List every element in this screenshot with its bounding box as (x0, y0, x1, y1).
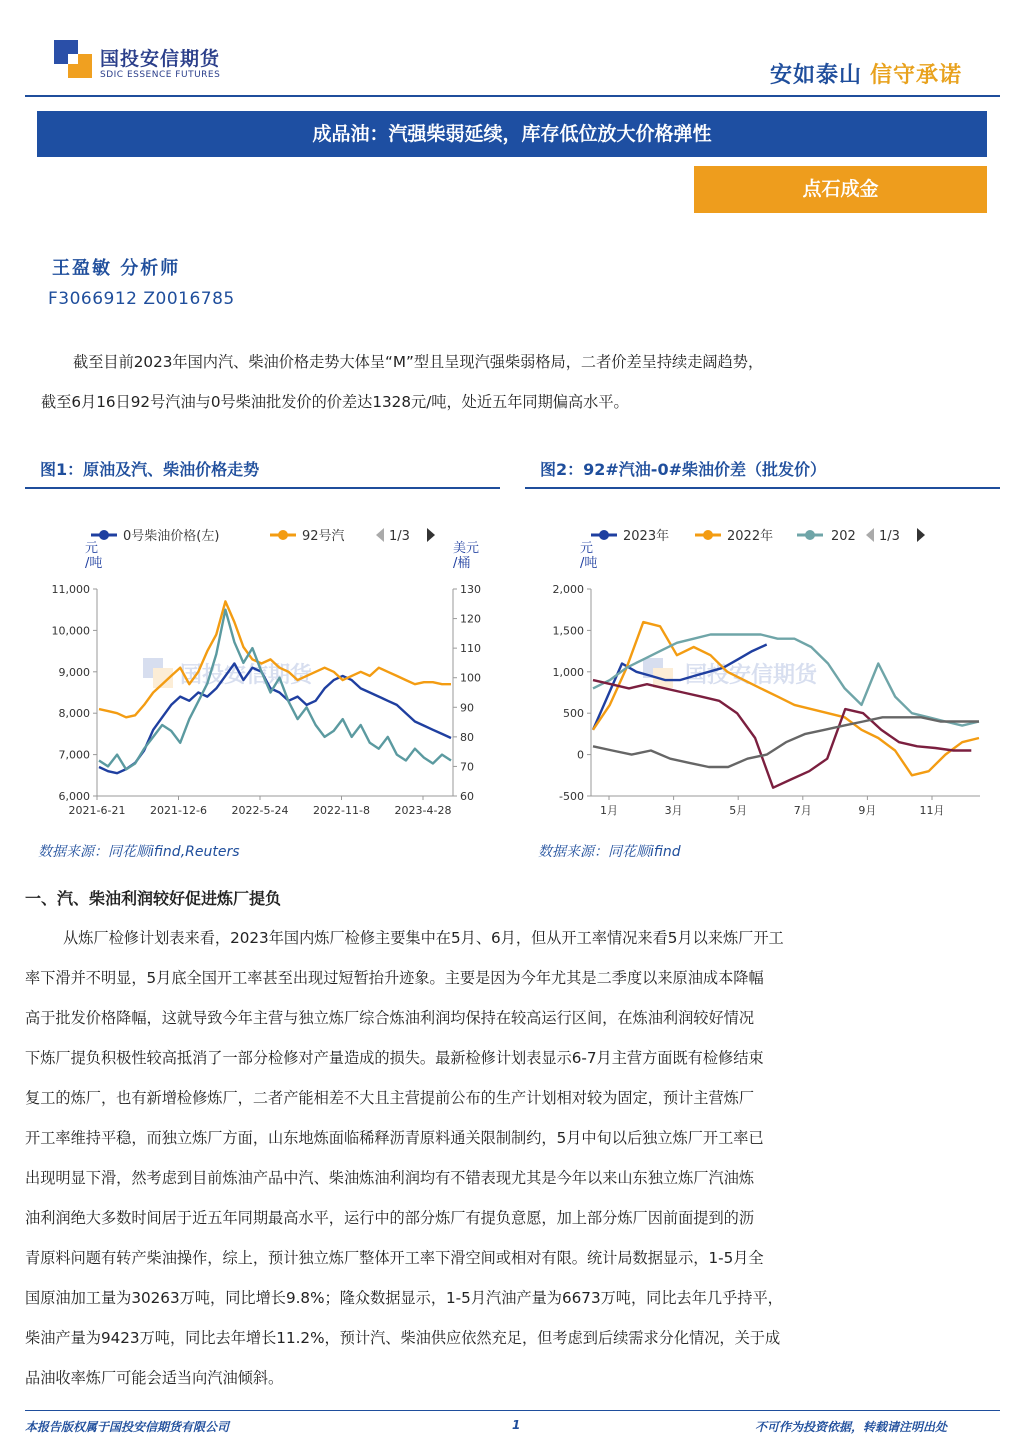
analyst-codes: F3066912 Z0016785 (48, 289, 235, 309)
x-tick-label: 2023-4-28 (394, 804, 452, 817)
analyst-name: 王盈敏 分析师 (52, 258, 181, 279)
y-right-tick-label: 130 (460, 583, 481, 596)
figure1-source: 数据来源：同花顺ifind,Reuters (38, 844, 240, 860)
section1-line: 开工率维持平稳，而独立炼厂方面，山东地炼面临稀释沥青原料通关限制制约，5月中旬以后独立炼厂开工率已 (25, 1129, 764, 1147)
section1-line: 复工的炼厂，也有新增检修炼厂，二者产能相差不大且主营提前公布的生产计划相对较为固定，预计主营炼厂 (25, 1089, 754, 1107)
section1-line: 高于批发价格降幅，这就导致今年主营与独立炼厂综合炼油利润均保持在较高运行区间，在炼油利润较好情况 (25, 1009, 754, 1027)
report-title: 成品油：汽强柴弱延续，库存低位放大价格弹性 (37, 111, 987, 157)
y-tick-label: 8,000 (58, 707, 90, 721)
x-tick-label: 2021-12-6 (150, 804, 207, 817)
x-tick-label: 5月 (729, 804, 748, 817)
legend-prev-icon[interactable] (866, 528, 874, 542)
figure1-series (99, 601, 451, 773)
y-tick-label: 7,000 (58, 748, 90, 762)
legend-202-marker (805, 530, 815, 540)
watermark-text: 国投安信期货 (180, 663, 313, 688)
section1-line: 出现明显下滑，然考虑到目前炼油产品中汽、柴油炼油利润均有不错表现尤其是今年以来山东独立炼厂汽油炼 (25, 1169, 754, 1187)
legend-prev-icon[interactable] (376, 528, 384, 542)
intro-line-1: 截至目前2023年国内汽、柴油价格走势大体呈“M”型且呈现汽强柴弱格局，二者价差呈持续走阔趋势， (73, 353, 764, 371)
section1-line: 从炼厂检修计划表来看，2023年国内炼厂检修主要集中在5月、6月，但从开工率情况来看5月以来炼厂开工 (63, 929, 784, 947)
figure1-legend (91, 528, 435, 544)
intro-line-2: 截至6月16日92号汽油与0号柴油批发价的价差达1328元/吨，处近五年同期偏高水平。 (41, 393, 629, 411)
section1-line: 率下滑并不明显，5月底全国开工率甚至出现过短暂抬升迹象。主要是因为今年尤其是二季度以来原油成本降幅 (25, 969, 764, 987)
header-divider (25, 95, 1000, 97)
unit-label: 元/吨 (580, 541, 598, 571)
x-tick-label: 2022-11-8 (313, 804, 370, 817)
right-unit-label: 美元/桶 (453, 541, 480, 571)
legend-2023-marker (599, 530, 609, 540)
x-tick-label: 7月 (793, 804, 812, 817)
legend-2022-label: 2022年 (727, 529, 774, 544)
slogan (770, 58, 962, 89)
figure2-title: 图2：92#汽油-0#柴油价差（批发价） (540, 460, 826, 479)
section1-line: 下炼厂提负积极性较高抵消了一部分检修对产量造成的损失。最新检修计划表显示6-7月主营方面既有检修结束 (25, 1049, 764, 1067)
legend-gasoline-marker (278, 530, 288, 540)
footer-divider (25, 1410, 1000, 1411)
y-tick-label: 0 (577, 748, 584, 762)
section1-line: 油利润绝大多数时间居于近五年同期最高水平，运行中的部分炼厂有提负意愿，加上部分炼厂因前面提到的沥 (25, 1209, 754, 1227)
column-tag: 点石成金 (694, 166, 987, 213)
figure2-series (593, 622, 979, 788)
y-right-tick-label: 120 (460, 612, 481, 626)
legend-202-label: 202 (831, 529, 856, 544)
y-tick-label: 1,500 (552, 624, 584, 638)
section1-heading: 一、汽、柴油利润较好促进炼厂提负 (25, 889, 282, 908)
x-tick-label: 2021-6-21 (68, 804, 126, 817)
y-tick-label: 10,000 (51, 624, 90, 638)
footer-copyright: 本报告版权属于国投安信期货有限公司 (25, 1420, 230, 1434)
series-line-2 (593, 622, 979, 775)
y-right-tick-label: 60 (460, 790, 474, 803)
figure1-rule (25, 487, 500, 489)
figure2-source: 数据来源：同花顺ifind (538, 844, 681, 860)
slogan-part-1: 安如泰山 (770, 63, 863, 88)
footer-disclaimer: 不可作为投资依据，转载请注明出处 (755, 1420, 948, 1434)
y-tick-label: 2,000 (552, 583, 584, 596)
x-tick-label: 9月 (858, 804, 877, 817)
figure1-axes (52, 583, 482, 817)
company-logo-icon (54, 40, 92, 78)
figure1-chart (25, 510, 500, 830)
x-tick-label: 2022-5-24 (231, 804, 289, 817)
legend-2023-label: 2023年 (623, 529, 670, 544)
legend-pager: 1/3 (389, 529, 410, 544)
company-name: 国投安信期货 (100, 48, 221, 70)
y-tick-label: 500 (563, 707, 584, 721)
figure2-legend (591, 528, 925, 544)
y-tick-label: 1,000 (552, 665, 584, 679)
figure2-chart (525, 510, 1000, 830)
y-tick-label: 9,000 (58, 665, 90, 679)
section1-line: 国原油加工量为30263万吨，同比增长9.8%；隆众数据显示，1-5月汽油产量为6673万吨，同比去年几乎持平， (25, 1289, 783, 1307)
y-tick-label: -500 (559, 790, 584, 803)
y-right-tick-label: 100 (460, 671, 481, 685)
section1-line: 品油收率炼厂可能会适当向汽油倾斜。 (25, 1369, 284, 1387)
x-tick-label: 3月 (664, 804, 683, 817)
company-name-en: SDIC ESSENCE FUTURES (100, 70, 221, 80)
y-right-tick-label: 90 (460, 701, 474, 715)
x-tick-label: 11月 (919, 804, 945, 817)
series-line-4 (593, 680, 971, 788)
legend-gasoline-label: 92号汽 (302, 529, 345, 544)
figure2-rule (525, 487, 1000, 489)
y-right-tick-label: 70 (460, 760, 474, 774)
slogan-part-2: 信守承诺 (870, 63, 963, 88)
section1-line: 柴油产量为9423万吨，同比去年增长11.2%，预计汽、柴油供应依然充足，但考虑到后续需求分化情况，关于成 (25, 1329, 781, 1347)
y-right-tick-label: 110 (460, 642, 481, 656)
legend-2022-marker (703, 530, 713, 540)
legend-diesel-marker (99, 530, 109, 540)
page-number: 1 (512, 1418, 521, 1432)
legend-next-icon[interactable] (427, 528, 435, 542)
legend-next-icon[interactable] (917, 528, 925, 542)
series-line-5 (593, 717, 979, 767)
watermark-text: 国投安信期货 (685, 663, 818, 688)
left-unit-label: 元/吨 (85, 541, 103, 571)
section1-line: 青原料问题有转产柴油操作，综上，预计独立炼厂整体开工率下滑空间或相对有限。统计局数据显示，1-5月全 (25, 1249, 764, 1267)
y-tick-label: 11,000 (51, 583, 90, 596)
legend-diesel-label: 0号柴油价格(左) (123, 529, 220, 544)
figure2-axes (553, 583, 981, 817)
legend-pager: 1/3 (879, 529, 900, 544)
x-tick-label: 1月 (600, 804, 618, 817)
y-right-tick-label: 80 (460, 730, 474, 744)
y-tick-label: 6,000 (58, 790, 90, 803)
figure1-title: 图1：原油及汽、柴油价格走势 (40, 460, 260, 479)
